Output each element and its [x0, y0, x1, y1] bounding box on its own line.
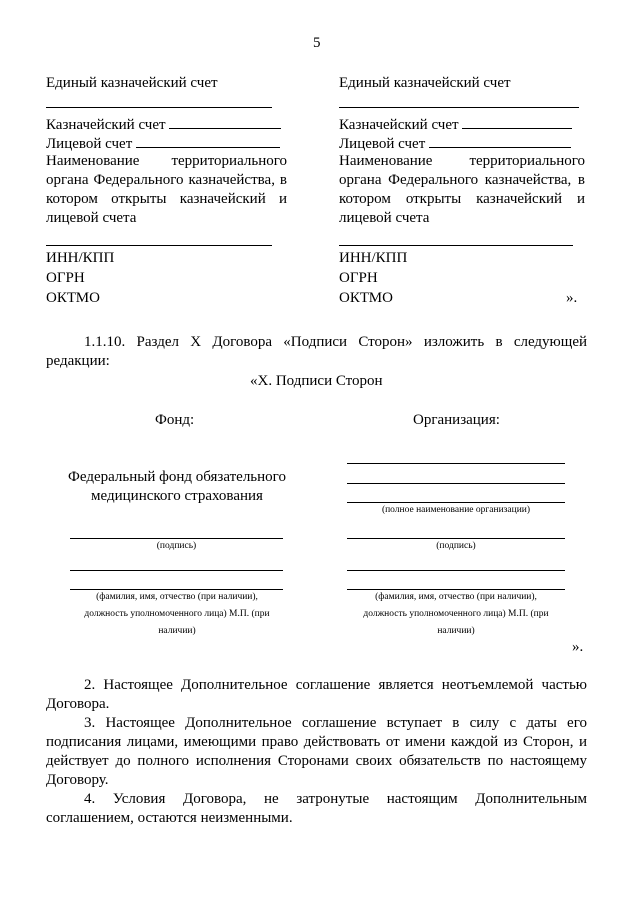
right-personal-account-label	[339, 133, 571, 154]
page-number: 5	[313, 35, 321, 51]
left-single-account-line	[46, 107, 272, 108]
paragraph-4: 4. Условия Договора, не затронутые настоящим Дополнительным соглашением, остаются неизменными.	[46, 791, 587, 826]
left-ogrn: ОГРН	[46, 270, 85, 286]
fund-person-line-1	[70, 570, 283, 571]
left-inn-kpp: ИНН/КПП	[46, 250, 115, 266]
fund-name: Федеральный фонд обязательного медицинского страхования	[68, 469, 286, 504]
left-treasury-account-fill	[169, 114, 281, 129]
left-treasury-account-text: Казначейский счет	[46, 117, 166, 133]
org-name-caption: (полное наименование организации)	[381, 505, 531, 515]
right-closing-quote: ».	[566, 290, 578, 306]
left-treasury-body-line	[46, 245, 272, 246]
org-person-caption: (фамилия, имя, отчество (при наличии), должность уполномоченного лица) М.П. (при наличии)	[363, 592, 549, 636]
fund-person-caption: (фамилия, имя, отчество (при наличии), должность уполномоченного лица) М.П. (при наличии)	[84, 592, 270, 636]
org-name-line-1	[347, 463, 565, 464]
fund-signature-caption: (подпись)	[156, 541, 197, 551]
right-inn-kpp: ИНН/КПП	[339, 250, 408, 266]
org-signature-caption: (подпись)	[436, 541, 476, 551]
left-personal-account-fill	[136, 133, 280, 148]
org-heading: Организация:	[413, 412, 500, 428]
left-personal-account-label	[46, 133, 280, 154]
org-person-line-1	[347, 570, 565, 571]
paragraph-3: 3. Настоящее Дополнительное соглашение вступает в силу с даты его подписания лицами, имеющими право действовать от имени каждой из Сторон, и действует до полного исполнения Сторонами своих обязательств по настоящему Договору.	[46, 715, 587, 788]
left-single-account-label: Единый казначейский счет	[46, 75, 218, 91]
left-treasury-body: Наименование территориального органа Федерального казначейства, в котором открыты казначейский и лицевой счета	[46, 153, 287, 226]
clause-1-1-10	[46, 333, 587, 371]
right-single-account-line	[339, 107, 579, 108]
left-personal-account-text: Лицевой счет	[46, 136, 133, 152]
org-name-line-2	[347, 483, 565, 484]
paragraph-2: 2. Настоящее Дополнительное соглашение является неотъемлемой частью Договора.	[46, 677, 587, 712]
right-treasury-account-text: Казначейский счет	[339, 117, 459, 133]
right-single-account-label: Единый казначейский счет	[339, 75, 511, 91]
right-personal-account-text: Лицевой счет	[339, 136, 426, 152]
final-paragraphs	[46, 676, 587, 828]
left-oktmo: ОКТМО	[46, 290, 100, 306]
section-title: «X. Подписи Сторон	[250, 373, 383, 389]
signatures-closing-quote: ».	[572, 639, 584, 655]
left-treasury-account-label	[46, 114, 281, 135]
right-treasury-account-fill	[462, 114, 572, 129]
right-ogrn: ОГРН	[339, 270, 378, 286]
right-treasury-body-line	[339, 245, 573, 246]
right-treasury-account-label	[339, 114, 572, 135]
right-treasury-body: Наименование территориального органа Федерального казначейства, в котором открыты казначейский и лицевой счета	[339, 153, 585, 226]
fund-heading: Фонд:	[155, 412, 195, 428]
clause-1-1-10-text: 1.1.10. Раздел X Договора «Подписи Сторон» изложить в следующей редакции:	[46, 334, 587, 369]
right-oktmo: ОКТМО	[339, 290, 393, 306]
right-personal-account-fill	[429, 133, 571, 148]
